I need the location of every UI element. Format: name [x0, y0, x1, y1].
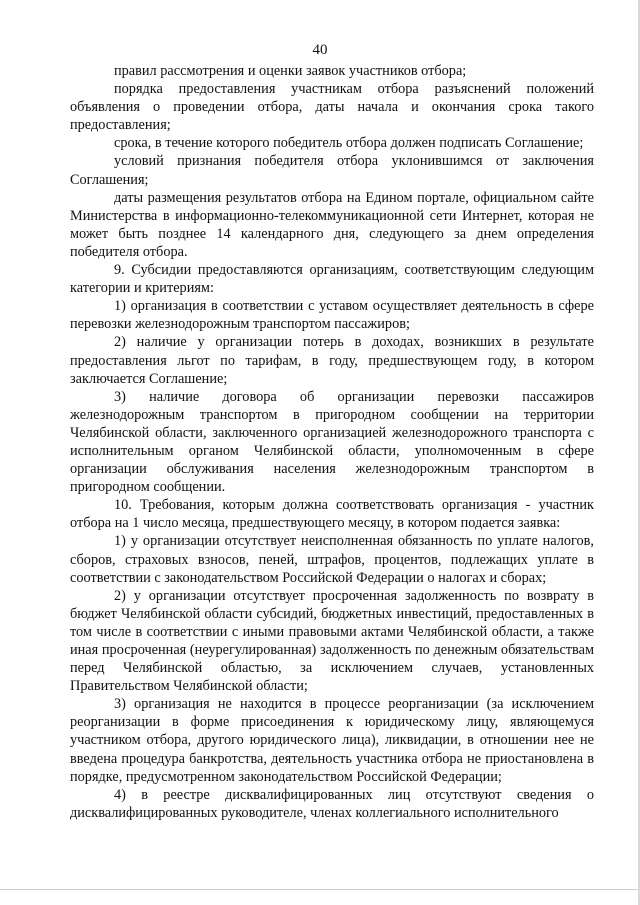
paragraph: 2) наличие у организации потерь в доходах, возникших в результате предоставления льгот по тарифам, в году, предшествующем году, в котором заключается Соглашение; — [70, 334, 594, 387]
paragraph: 1) организация в соответствии с уставом осуществляет деятельность в сфере перевозки железнодорожным транспортом пассажиров; — [70, 298, 594, 333]
paragraph: 3) организация не находится в процессе реорганизации (за исключением реорганизации в форме присоединения к юридическому лицу, являющемуся участником отбора, другого юридического лица), ликвидации, в отношении нее не введена процедура банкротства, деятельность участника отбора не приостановлена в порядке, предусмотренном законодательством Российской Федерации; — [70, 696, 594, 785]
paragraph: правил рассмотрения и оценки заявок участников отбора; — [114, 63, 467, 79]
paragraph: 3) наличие договора об организации перевозки пассажиров железнодорожным транспортом в пригородном сообщении на территории Челябинской области, заключенного организацией железнодорожного транспорта с исполнительным органом Челябинской области, уполномоченным в сфере организации обслуживания населения железнодорожным транспортом в пригородном сообщении. — [70, 388, 594, 496]
paragraph: даты размещения результатов отбора на Едином портале, официальном сайте Министерства в информационно-телекоммуникационной сети Интернет, которая не может быть позднее 14 календарного дня, следующего за днем определения победителя отбора. — [70, 189, 594, 260]
paragraph: 4) в реестре дисквалифицированных лиц отсутствуют сведения о дисквалифицированных руководителе, членах коллегиального исполнительного — [70, 786, 594, 821]
paragraph: 10. Требования, которым должна соответствовать организация - участник отбора на 1 число месяца, предшествующего месяцу, в котором подается заявка: — [70, 497, 594, 532]
page-number: 40 — [312, 42, 328, 58]
paragraph: 9. Субсидии предоставляются организациям, соответствующим следующим категории и критериям: — [70, 262, 594, 297]
paragraph: 2) у организации отсутствует просроченная задолженность по возврату в бюджет Челябинской области субсидий, бюджетных инвестиций, предоставленных в том числе в соответствии с иными правовыми актами Челябинской области, а также иная просроченная (неурегулированная) задолженность по денежным обязательствам перед Челябинской областью, за исключением случаев, установленных Правительством Челябинской области; — [70, 587, 594, 695]
paragraph: условий признания победителя отбора уклонившимся от заключения Соглашения; — [70, 153, 594, 188]
paragraph: 1) у организации отсутствует неисполненная обязанность по уплате налогов, сборов, страховых взносов, пеней, штрафов, процентов, подлежащих уплате в соответствии с законодательством Российской Федерации о налогах и сборах; — [70, 533, 594, 586]
page-bottom-edge — [0, 889, 640, 890]
paragraph: срока, в течение которого победитель отбора должен подписать Соглашение; — [114, 135, 584, 152]
paragraph: порядка предоставления участникам отбора разъяснений положений объявления о проведении отбора, даты начала и окончания срока такого предоставления; — [70, 81, 594, 134]
document-body — [70, 62, 594, 822]
